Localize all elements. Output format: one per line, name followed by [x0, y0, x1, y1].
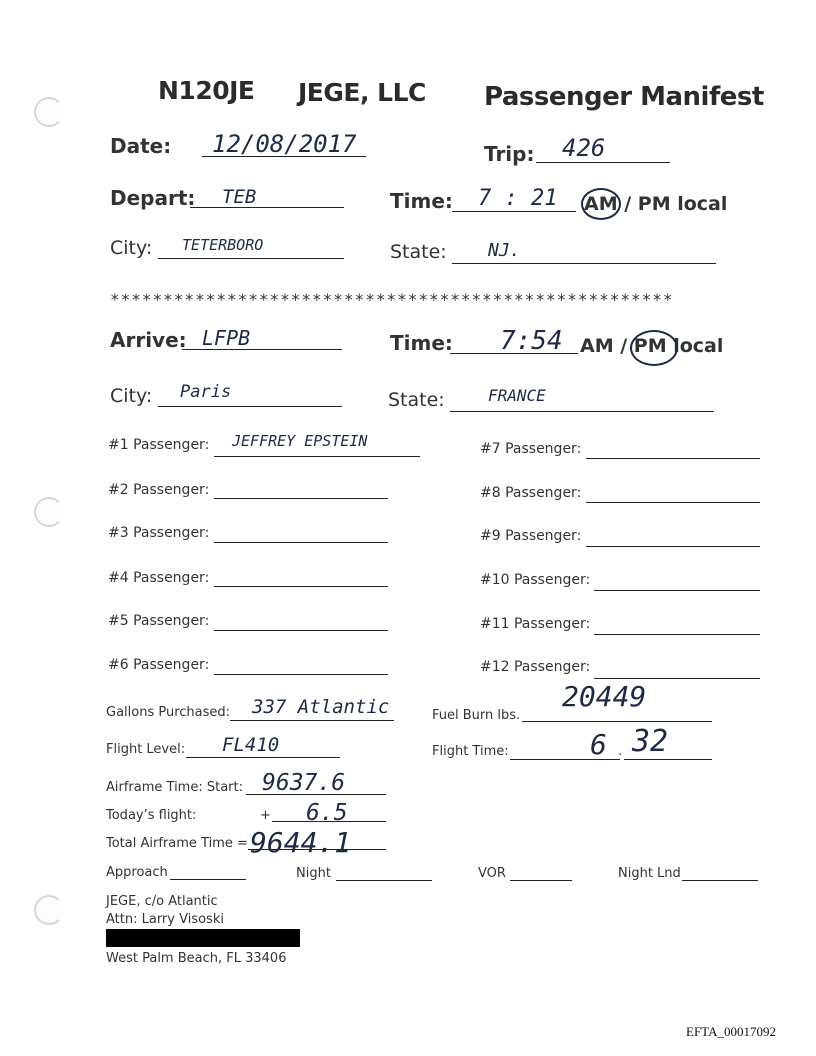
- arrive-time-label: Time:: [390, 331, 453, 355]
- total-airframe-label: Total Airframe Time =: [106, 836, 248, 851]
- tail-number: N120JE: [158, 76, 255, 105]
- passenger-12-label: #12 Passenger:: [480, 659, 591, 675]
- approach-label: Approach: [106, 865, 168, 880]
- flight-time-label: Flight Time:: [432, 744, 509, 759]
- gallons-value[interactable]: 337 Atlantic: [252, 696, 390, 718]
- arrive-time-value[interactable]: 7:54: [500, 326, 563, 356]
- arrive-pm-circle: [630, 330, 678, 366]
- redaction-bar: [106, 929, 300, 947]
- trip-value[interactable]: 426: [562, 134, 606, 162]
- night-label: Night: [296, 866, 331, 881]
- flight-time-hours[interactable]: 6: [590, 728, 607, 761]
- flight-level-value[interactable]: FL410: [222, 734, 280, 756]
- airframe-start-value[interactable]: 9637.6: [262, 770, 346, 796]
- flight-time-minutes[interactable]: 32: [632, 724, 669, 759]
- passenger-12-field[interactable]: [594, 678, 760, 679]
- arrive-city-label: City:: [110, 385, 153, 407]
- arrive-state-label: State:: [388, 389, 445, 411]
- night-field[interactable]: [336, 880, 432, 881]
- trip-label: Trip:: [484, 142, 535, 166]
- depart-state-label: State:: [390, 241, 447, 263]
- flight-level-label: Flight Level:: [106, 742, 186, 757]
- today-flight-value[interactable]: 6.5: [306, 800, 348, 826]
- depart-time-label: Time:: [390, 189, 453, 213]
- address-line-4: West Palm Beach, FL 33406: [106, 951, 287, 966]
- passenger-10-label: #10 Passenger:: [480, 572, 591, 588]
- passenger-7-label: #7 Passenger:: [480, 441, 582, 457]
- passenger-5-field[interactable]: [214, 630, 388, 631]
- passenger-6-field[interactable]: [214, 674, 388, 675]
- arrive-state-value[interactable]: FRANCE: [488, 386, 546, 405]
- total-airframe-value[interactable]: 9644.1: [250, 826, 352, 859]
- passenger-8-field[interactable]: [586, 502, 760, 503]
- passenger-8-label: #8 Passenger:: [480, 485, 582, 501]
- company-name: JEGE, LLC: [298, 78, 426, 107]
- passenger-5-label: #5 Passenger:: [108, 613, 210, 629]
- today-plus: +: [260, 808, 271, 823]
- depart-ampm: AM / PM local: [584, 193, 728, 215]
- fuel-burn-value[interactable]: 20449: [562, 680, 647, 713]
- date-label: Date:: [110, 134, 172, 158]
- separator-row: *****************************************************: [110, 290, 674, 309]
- date-value[interactable]: 12/08/2017: [212, 130, 357, 158]
- vor-field[interactable]: [510, 880, 572, 881]
- passenger-3-field[interactable]: [214, 542, 388, 543]
- gallons-label: Gallons Purchased:: [106, 705, 231, 720]
- punch-hole-bottom: [34, 895, 64, 925]
- passenger-2-field[interactable]: [214, 498, 388, 499]
- depart-label: Depart:: [110, 186, 196, 210]
- passenger-2-label: #2 Passenger:: [108, 482, 210, 498]
- passenger-10-field[interactable]: [594, 590, 760, 591]
- bates-number: EFTA_00017092: [686, 1024, 776, 1039]
- address-line-1: JEGE, c/o Atlantic: [106, 894, 218, 909]
- passenger-7-field[interactable]: [586, 458, 760, 459]
- depart-am-circle: [581, 188, 621, 220]
- passenger-3-label: #3 Passenger:: [108, 525, 210, 541]
- fuel-burn-label: Fuel Burn lbs.: [432, 708, 521, 723]
- airframe-start-label: Airframe Time: Start:: [106, 780, 243, 795]
- night-lnd-label: Night Lnd: [618, 866, 681, 881]
- depart-state-value[interactable]: NJ.: [488, 240, 521, 261]
- arrive-label: Arrive:: [110, 328, 187, 352]
- passenger-11-field[interactable]: [594, 634, 760, 635]
- punch-hole-middle: [34, 497, 64, 527]
- passenger-9-field[interactable]: [586, 546, 760, 547]
- passenger-11-label: #11 Passenger:: [480, 616, 591, 632]
- arrive-city-value[interactable]: Paris: [180, 382, 232, 402]
- arrive-ampm: AM / PM local: [580, 335, 724, 357]
- passenger-4-field[interactable]: [214, 586, 388, 587]
- depart-city-label: City:: [110, 237, 153, 259]
- passenger-1-value[interactable]: JEFFREY EPSTEIN: [232, 432, 368, 450]
- form-title: Passenger Manifest: [484, 82, 764, 112]
- passenger-4-label: #4 Passenger:: [108, 570, 210, 586]
- vor-label: VOR: [478, 866, 506, 881]
- arrive-value[interactable]: LFPB: [202, 326, 251, 350]
- passenger-9-label: #9 Passenger:: [480, 528, 582, 544]
- night-lnd-field[interactable]: [682, 880, 758, 881]
- passenger-1-label: #1 Passenger:: [108, 437, 210, 453]
- punch-hole-top: [34, 97, 64, 127]
- approach-field[interactable]: [170, 879, 246, 880]
- depart-time-value[interactable]: 7 : 21: [478, 186, 558, 211]
- depart-city-value[interactable]: TETERBORO: [182, 236, 264, 254]
- address-line-2: Attn: Larry Visoski: [106, 912, 224, 927]
- today-flight-label: Today’s flight:: [106, 808, 197, 823]
- depart-value[interactable]: TEB: [222, 186, 257, 208]
- flight-time-separator: .: [618, 744, 623, 759]
- passenger-6-label: #6 Passenger:: [108, 657, 210, 673]
